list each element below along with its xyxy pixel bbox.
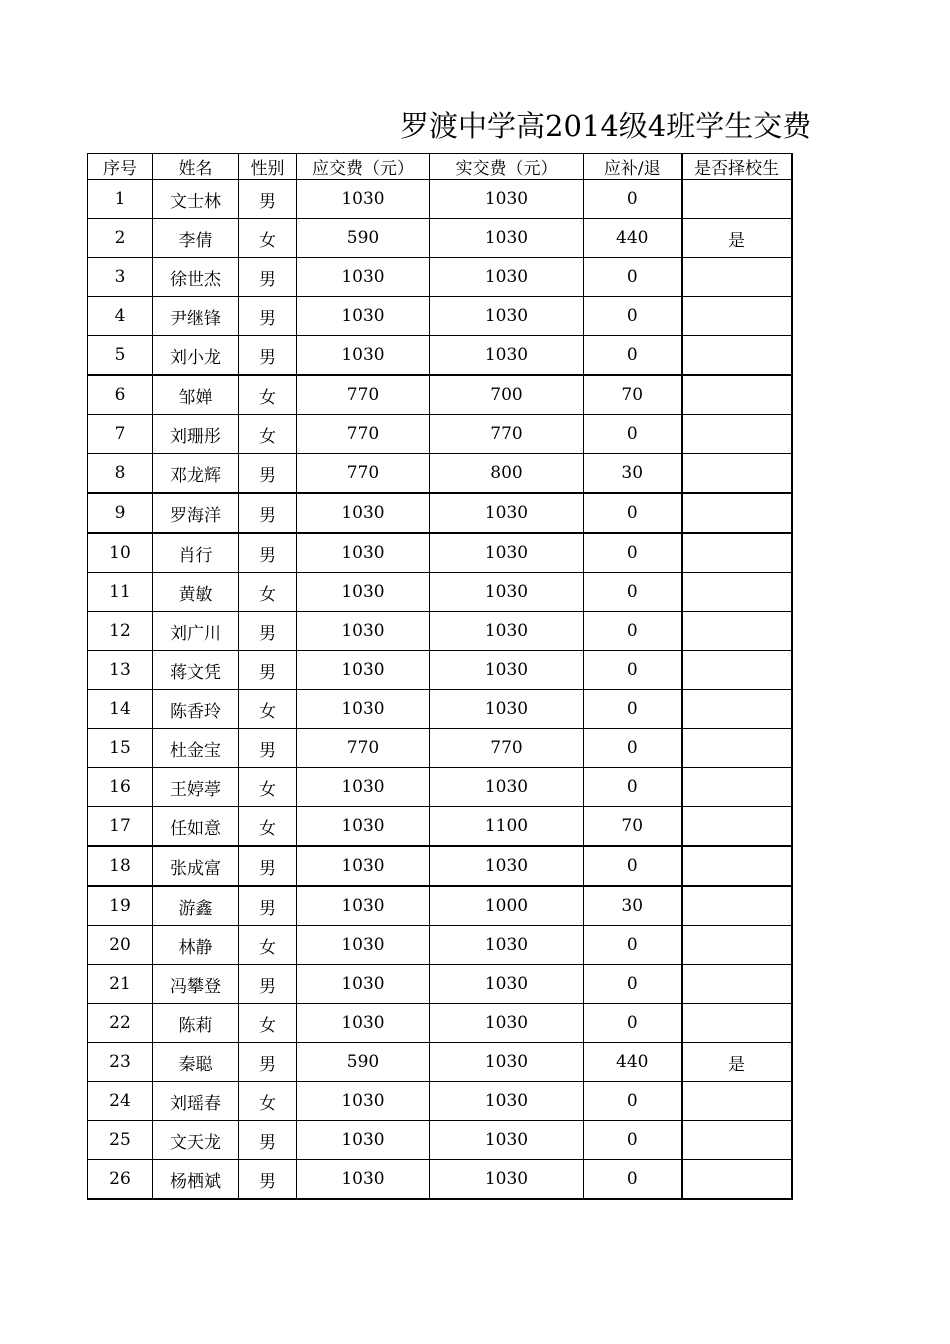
cell-school-choice xyxy=(682,375,792,415)
cell-balance: 440 xyxy=(584,1043,682,1082)
cell-fee-due: 590 xyxy=(297,1043,430,1082)
cell-balance: 0 xyxy=(584,573,682,612)
cell-fee-due: 770 xyxy=(297,375,430,415)
cell-gender: 男 xyxy=(239,533,297,573)
cell-school-choice xyxy=(682,1121,792,1160)
cell-fee-paid: 770 xyxy=(430,729,584,768)
cell-balance: 0 xyxy=(584,336,682,376)
cell-school-choice xyxy=(682,533,792,573)
cell-name: 罗海洋 xyxy=(153,493,239,533)
table-row xyxy=(88,1121,792,1160)
table-row xyxy=(88,612,792,651)
cell-school-choice xyxy=(682,768,792,807)
cell-gender: 男 xyxy=(239,1160,297,1200)
cell-index: 23 xyxy=(88,1043,153,1082)
header-name: 姓名 xyxy=(153,154,239,180)
cell-fee-paid: 1030 xyxy=(430,768,584,807)
cell-fee-paid: 1100 xyxy=(430,807,584,847)
header-fee-due: 应交费（元） xyxy=(297,154,430,180)
cell-index: 19 xyxy=(88,886,153,926)
cell-fee-due: 1030 xyxy=(297,297,430,336)
header-balance: 应补/退 xyxy=(584,154,682,180)
cell-name: 刘广川 xyxy=(153,612,239,651)
cell-gender: 男 xyxy=(239,846,297,886)
cell-name: 蒋文凭 xyxy=(153,651,239,690)
cell-balance: 0 xyxy=(584,1082,682,1121)
cell-school-choice xyxy=(682,846,792,886)
cell-school-choice xyxy=(682,415,792,454)
header-gender: 性别 xyxy=(239,154,297,180)
table-row xyxy=(88,493,792,533)
cell-fee-due: 1030 xyxy=(297,965,430,1004)
cell-index: 8 xyxy=(88,454,153,494)
cell-fee-paid: 1000 xyxy=(430,886,584,926)
cell-fee-due: 590 xyxy=(297,219,430,258)
cell-index: 21 xyxy=(88,965,153,1004)
table-row xyxy=(88,573,792,612)
cell-fee-paid: 1030 xyxy=(430,926,584,965)
fee-table xyxy=(87,153,793,1200)
cell-fee-due: 1030 xyxy=(297,926,430,965)
table-row xyxy=(88,1082,792,1121)
cell-fee-due: 1030 xyxy=(297,651,430,690)
cell-gender: 男 xyxy=(239,493,297,533)
cell-school-choice xyxy=(682,454,792,494)
cell-index: 16 xyxy=(88,768,153,807)
cell-school-choice xyxy=(682,651,792,690)
cell-name: 文天龙 xyxy=(153,1121,239,1160)
cell-fee-due: 1030 xyxy=(297,807,430,847)
cell-fee-paid: 1030 xyxy=(430,1004,584,1043)
cell-name: 陈香玲 xyxy=(153,690,239,729)
cell-balance: 0 xyxy=(584,846,682,886)
cell-fee-due: 1030 xyxy=(297,1004,430,1043)
cell-school-choice xyxy=(682,690,792,729)
cell-fee-paid: 1030 xyxy=(430,573,584,612)
cell-gender: 男 xyxy=(239,1121,297,1160)
cell-balance: 30 xyxy=(584,454,682,494)
cell-name: 肖行 xyxy=(153,533,239,573)
cell-gender: 男 xyxy=(239,180,297,219)
cell-name: 秦聪 xyxy=(153,1043,239,1082)
cell-school-choice xyxy=(682,258,792,297)
cell-school-choice xyxy=(682,1082,792,1121)
cell-fee-due: 1030 xyxy=(297,1160,430,1200)
table-row xyxy=(88,258,792,297)
cell-school-choice xyxy=(682,926,792,965)
cell-name: 邹婵 xyxy=(153,375,239,415)
cell-fee-paid: 1030 xyxy=(430,651,584,690)
cell-gender: 女 xyxy=(239,219,297,258)
cell-fee-due: 1030 xyxy=(297,493,430,533)
cell-gender: 男 xyxy=(239,886,297,926)
cell-school-choice xyxy=(682,807,792,847)
cell-gender: 女 xyxy=(239,690,297,729)
cell-gender: 男 xyxy=(239,297,297,336)
cell-index: 26 xyxy=(88,1160,153,1200)
cell-name: 李倩 xyxy=(153,219,239,258)
table-row xyxy=(88,690,792,729)
cell-name: 刘小龙 xyxy=(153,336,239,376)
cell-name: 冯攀登 xyxy=(153,965,239,1004)
cell-fee-paid: 1030 xyxy=(430,965,584,1004)
cell-fee-due: 770 xyxy=(297,454,430,494)
cell-balance: 0 xyxy=(584,297,682,336)
cell-fee-due: 1030 xyxy=(297,768,430,807)
cell-gender: 男 xyxy=(239,729,297,768)
cell-index: 18 xyxy=(88,846,153,886)
cell-index: 12 xyxy=(88,612,153,651)
cell-index: 2 xyxy=(88,219,153,258)
cell-gender: 男 xyxy=(239,1043,297,1082)
cell-gender: 男 xyxy=(239,336,297,376)
cell-name: 刘珊彤 xyxy=(153,415,239,454)
cell-gender: 女 xyxy=(239,768,297,807)
cell-name: 杜金宝 xyxy=(153,729,239,768)
table-row xyxy=(88,415,792,454)
cell-school-choice xyxy=(682,493,792,533)
cell-fee-due: 1030 xyxy=(297,612,430,651)
cell-name: 杨栖斌 xyxy=(153,1160,239,1200)
table-row xyxy=(88,180,792,219)
table-row xyxy=(88,375,792,415)
cell-gender: 女 xyxy=(239,926,297,965)
cell-balance: 70 xyxy=(584,807,682,847)
cell-fee-due: 1030 xyxy=(297,846,430,886)
cell-index: 14 xyxy=(88,690,153,729)
cell-name: 陈莉 xyxy=(153,1004,239,1043)
cell-index: 6 xyxy=(88,375,153,415)
cell-name: 任如意 xyxy=(153,807,239,847)
cell-index: 7 xyxy=(88,415,153,454)
cell-fee-paid: 1030 xyxy=(430,612,584,651)
cell-name: 林静 xyxy=(153,926,239,965)
cell-fee-paid: 1030 xyxy=(430,297,584,336)
cell-index: 20 xyxy=(88,926,153,965)
cell-gender: 男 xyxy=(239,651,297,690)
cell-name: 张成富 xyxy=(153,846,239,886)
cell-gender: 女 xyxy=(239,1004,297,1043)
cell-name: 邓龙辉 xyxy=(153,454,239,494)
cell-fee-paid: 1030 xyxy=(430,690,584,729)
table-body xyxy=(88,180,792,1200)
cell-index: 22 xyxy=(88,1004,153,1043)
cell-school-choice: 是 xyxy=(682,219,792,258)
cell-gender: 男 xyxy=(239,612,297,651)
cell-index: 15 xyxy=(88,729,153,768)
cell-index: 13 xyxy=(88,651,153,690)
cell-fee-due: 1030 xyxy=(297,1082,430,1121)
table-row xyxy=(88,336,792,376)
cell-index: 11 xyxy=(88,573,153,612)
cell-fee-paid: 700 xyxy=(430,375,584,415)
cell-index: 17 xyxy=(88,807,153,847)
cell-name: 刘瑶春 xyxy=(153,1082,239,1121)
header-school-choice: 是否择校生 xyxy=(682,154,792,180)
cell-school-choice xyxy=(682,729,792,768)
cell-balance: 0 xyxy=(584,1121,682,1160)
cell-gender: 男 xyxy=(239,258,297,297)
cell-gender: 男 xyxy=(239,965,297,1004)
cell-fee-paid: 770 xyxy=(430,415,584,454)
cell-fee-paid: 1030 xyxy=(430,258,584,297)
cell-index: 5 xyxy=(88,336,153,376)
table-row xyxy=(88,454,792,494)
sheet-title: 罗渡中学高2014级4班学生交费 xyxy=(400,109,812,143)
cell-school-choice xyxy=(682,180,792,219)
table-row xyxy=(88,965,792,1004)
cell-index: 3 xyxy=(88,258,153,297)
cell-fee-paid: 800 xyxy=(430,454,584,494)
cell-fee-due: 1030 xyxy=(297,1121,430,1160)
cell-school-choice xyxy=(682,336,792,376)
cell-fee-paid: 1030 xyxy=(430,1160,584,1200)
cell-balance: 0 xyxy=(584,768,682,807)
cell-school-choice xyxy=(682,573,792,612)
table-row xyxy=(88,1004,792,1043)
cell-fee-due: 1030 xyxy=(297,533,430,573)
cell-balance: 0 xyxy=(584,1004,682,1043)
table-row xyxy=(88,1043,792,1082)
table-row xyxy=(88,651,792,690)
table-row xyxy=(88,1160,792,1200)
cell-fee-due: 1030 xyxy=(297,336,430,376)
cell-fee-due: 1030 xyxy=(297,180,430,219)
cell-balance: 0 xyxy=(584,180,682,219)
table-row xyxy=(88,926,792,965)
cell-name: 黄敏 xyxy=(153,573,239,612)
header-fee-paid: 实交费（元） xyxy=(430,154,584,180)
cell-name: 王婷葶 xyxy=(153,768,239,807)
cell-balance: 0 xyxy=(584,612,682,651)
cell-school-choice xyxy=(682,612,792,651)
table-row xyxy=(88,219,792,258)
cell-fee-due: 1030 xyxy=(297,690,430,729)
cell-balance: 0 xyxy=(584,493,682,533)
cell-gender: 女 xyxy=(239,375,297,415)
header-index: 序号 xyxy=(88,154,153,180)
cell-index: 24 xyxy=(88,1082,153,1121)
cell-fee-paid: 1030 xyxy=(430,1043,584,1082)
cell-balance: 0 xyxy=(584,1160,682,1200)
cell-balance: 0 xyxy=(584,690,682,729)
cell-fee-due: 770 xyxy=(297,415,430,454)
cell-fee-paid: 1030 xyxy=(430,533,584,573)
cell-balance: 0 xyxy=(584,651,682,690)
cell-balance: 0 xyxy=(584,258,682,297)
cell-index: 4 xyxy=(88,297,153,336)
cell-fee-paid: 1030 xyxy=(430,846,584,886)
cell-fee-due: 1030 xyxy=(297,886,430,926)
cell-balance: 0 xyxy=(584,415,682,454)
cell-fee-due: 1030 xyxy=(297,573,430,612)
cell-balance: 440 xyxy=(584,219,682,258)
table-row xyxy=(88,533,792,573)
cell-name: 游鑫 xyxy=(153,886,239,926)
table-row xyxy=(88,846,792,886)
cell-gender: 女 xyxy=(239,573,297,612)
cell-balance: 0 xyxy=(584,965,682,1004)
cell-balance: 70 xyxy=(584,375,682,415)
cell-gender: 女 xyxy=(239,415,297,454)
cell-school-choice: 是 xyxy=(682,1043,792,1082)
cell-balance: 0 xyxy=(584,729,682,768)
cell-name: 尹继锋 xyxy=(153,297,239,336)
cell-school-choice xyxy=(682,886,792,926)
cell-balance: 0 xyxy=(584,533,682,573)
cell-fee-paid: 1030 xyxy=(430,493,584,533)
cell-school-choice xyxy=(682,297,792,336)
cell-index: 10 xyxy=(88,533,153,573)
header-row xyxy=(88,154,792,180)
table-row xyxy=(88,886,792,926)
cell-fee-due: 770 xyxy=(297,729,430,768)
cell-school-choice xyxy=(682,1160,792,1200)
cell-fee-due: 1030 xyxy=(297,258,430,297)
cell-fee-paid: 1030 xyxy=(430,180,584,219)
cell-gender: 女 xyxy=(239,807,297,847)
cell-fee-paid: 1030 xyxy=(430,1082,584,1121)
cell-fee-paid: 1030 xyxy=(430,1121,584,1160)
cell-index: 1 xyxy=(88,180,153,219)
cell-gender: 女 xyxy=(239,1082,297,1121)
cell-index: 25 xyxy=(88,1121,153,1160)
table-row xyxy=(88,729,792,768)
cell-gender: 男 xyxy=(239,454,297,494)
cell-name: 徐世杰 xyxy=(153,258,239,297)
cell-index: 9 xyxy=(88,493,153,533)
cell-balance: 30 xyxy=(584,886,682,926)
cell-name: 文士林 xyxy=(153,180,239,219)
table-row xyxy=(88,768,792,807)
cell-fee-paid: 1030 xyxy=(430,336,584,376)
table-row xyxy=(88,807,792,847)
cell-school-choice xyxy=(682,965,792,1004)
cell-balance: 0 xyxy=(584,926,682,965)
cell-fee-paid: 1030 xyxy=(430,219,584,258)
cell-school-choice xyxy=(682,1004,792,1043)
table-row xyxy=(88,297,792,336)
